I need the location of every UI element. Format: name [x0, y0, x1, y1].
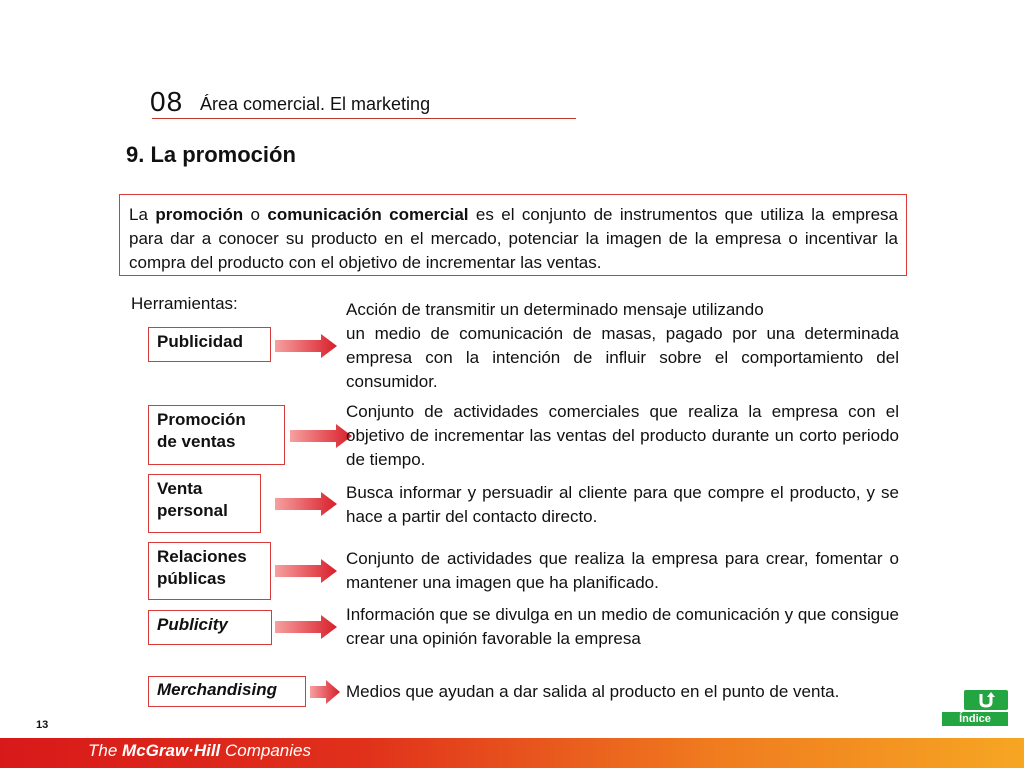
header-divider	[152, 118, 576, 119]
tool-publicity	[148, 610, 272, 645]
arrow-icon	[275, 559, 337, 583]
description-text: Conjunto de actividades que realiza la empresa para crear, fomentar o mantener una imagen que ha planificado.	[346, 549, 899, 592]
tool-description-relaciones-publicas	[346, 547, 899, 595]
tool-name-line: públicas	[157, 569, 226, 588]
arrow-icon	[275, 334, 337, 358]
tool-description-promocion	[346, 400, 899, 472]
logo-prefix: The	[88, 741, 123, 760]
section-title: 9. La promoción	[126, 142, 296, 167]
tool-name-line: Relaciones	[157, 547, 247, 566]
tool-name-line: de ventas	[157, 432, 236, 451]
publisher-logo	[88, 741, 311, 761]
tool-name-line: Venta	[157, 479, 203, 498]
tool-publicidad	[148, 327, 271, 362]
description-text: Conjunto de actividades comerciales que realiza la empresa con el objetivo de incrementar las ventas del producto durante un corto periodo de tiempo.	[346, 402, 899, 469]
u-turn-icon[interactable]	[964, 690, 1008, 710]
description-text: Medios que ayudan a dar salida al producto en el punto de venta.	[346, 682, 840, 701]
tool-name-line: Promoción	[157, 410, 246, 429]
logo-brand: McGraw·Hill	[122, 741, 221, 760]
tool-name-line: personal	[157, 501, 228, 520]
definition-term-promocion: promoción	[155, 205, 244, 224]
chapter-number: 08	[150, 86, 184, 117]
tool-promocion-de-ventas	[148, 405, 285, 465]
tool-description-merchandising	[346, 680, 899, 704]
tool-venta-personal	[148, 474, 261, 533]
tool-relaciones-publicas	[148, 542, 271, 600]
definition-text-part: es el conjunto de instrumentos que utiliza la empresa para dar a conocer su producto en el mercado, potenciar la imagen de la empresa o incentivar la compra del producto con el objetivo de incrementar las ventas.	[129, 205, 898, 272]
tool-name: Merchandising	[157, 680, 277, 699]
definition-text-part: o	[243, 205, 268, 224]
index-button[interactable]	[942, 690, 1008, 728]
arrow-icon	[310, 680, 340, 704]
logo-suffix: Companies	[220, 741, 311, 760]
tool-name: Publicity	[157, 615, 228, 634]
index-label[interactable]: Índice	[942, 712, 1008, 726]
tool-description-publicidad	[346, 298, 899, 394]
definition-term-comunicacion: comunicación comercial	[267, 205, 469, 224]
tools-label: Herramientas:	[131, 294, 238, 313]
tool-name: Publicidad	[157, 332, 243, 351]
page-number: 13	[36, 719, 49, 731]
description-text: Busca informar y persuadir al cliente para que compre el producto, y se hace a partir del contacto directo.	[346, 483, 899, 526]
arrow-icon	[275, 615, 337, 639]
chapter-title: Área comercial. El marketing	[200, 94, 431, 114]
tool-merchandising	[148, 676, 306, 707]
tool-description-venta-personal	[346, 481, 899, 529]
definition-text-part: La	[129, 205, 156, 224]
tool-description-publicity	[346, 603, 899, 651]
definition-box	[119, 194, 907, 276]
description-line: Acción de transmitir un determinado mensaje utilizando	[346, 300, 764, 319]
arrow-icon	[290, 424, 352, 448]
description-text: un medio de comunicación de masas, pagado por una determinada empresa con la intención de influir sobre el comportamiento del consumidor.	[346, 324, 899, 391]
arrow-icon	[275, 492, 337, 516]
description-text: Información que se divulga en un medio de comunicación y que consigue crear una opinión favorable la empresa	[346, 605, 899, 648]
